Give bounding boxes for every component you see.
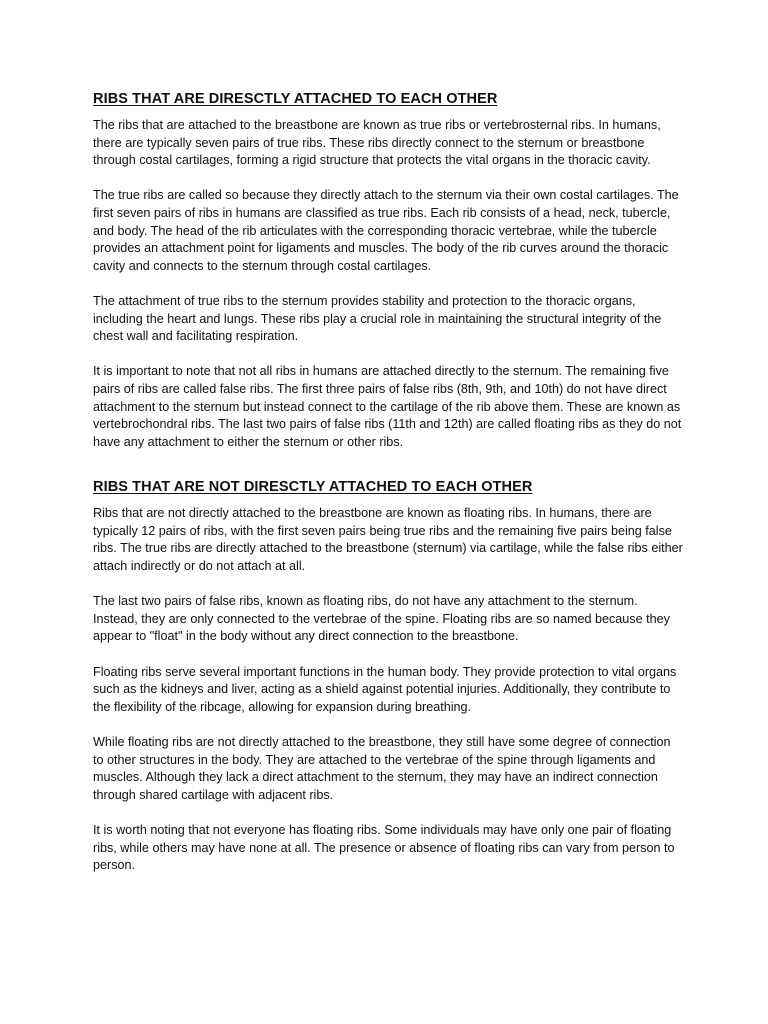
section-attached-ribs xyxy=(93,90,683,451)
section-not-attached-ribs xyxy=(93,478,683,874)
paragraph: The ribs that are attached to the breastbone are known as true ribs or vertebrosternal ribs. In humans, there are typically seven pairs of true ribs. These ribs directly connect to the sternum or breastbone through costal cartilages, forming a rigid structure that protects the vital organs in the thoracic cavity. xyxy=(93,118,661,168)
paragraph: It is important to note that not all ribs in humans are attached directly to the sternum. The remaining five pairs of ribs are called false ribs. The first three pairs of false ribs (8th, 9th, and 10th) do not have direct attachment to the sternum but instead connect to the cartilage of the rib above them. These are known as vertebrochondral ribs. The last two pairs of false ribs (11th and 12th) are called floating ribs as they do not have any attachment to either the sternum or other ribs. xyxy=(93,364,682,449)
paragraph: The attachment of true ribs to the sternum provides stability and protection to the thoracic organs, including the heart and lungs. These ribs play a crucial role in maintaining the structural integrity of the chest wall and facilitating respiration. xyxy=(93,293,662,344)
paragraph: The last two pairs of false ribs, known as floating ribs, do not have any attachment to the sternum. Instead, they are only connected to the vertebrae of the spine. Floating ribs are so named because they appear to "float" in the body without any direct connection to the breastbone. xyxy=(93,594,670,644)
paragraph: The true ribs are called so because they directly attach to the sternum via their own costal cartilages. The first seven pairs of ribs in humans are classified as true ribs. Each rib consists of a head, neck, tubercle, and body. The head of the rib articulates with the corresponding thoracic vertebrae, while the tubercle provides an attachment point for ligaments and muscles. The body of the rib curves around the thoracic cavity and connects to the sternum through costal cartilages. xyxy=(93,188,679,273)
paragraph: Floating ribs serve several important functions in the human body. They provide protection to vital organs such as the kidneys and liver, acting as a shield against potential injuries. Additionally, they contribute to the flexibility of the ribcage, allowing for expansion during breathing. xyxy=(93,664,677,714)
section-heading: RIBS THAT ARE DIRESCTLY ATTACHED TO EACH OTHER xyxy=(93,91,498,107)
paragraph: It is worth noting that not everyone has floating ribs. Some individuals may have only one pair of floating ribs, while others may have none at all. The presence or absence of floating ribs can vary from person to person. xyxy=(93,822,675,873)
document-page xyxy=(93,90,683,875)
section-heading: RIBS THAT ARE NOT DIRESCTLY ATTACHED TO EACH OTHER xyxy=(93,479,533,496)
paragraph: While floating ribs are not directly attached to the breastbone, they still have some degree of connection to other structures in the body. They are attached to the vertebrae of the spine through ligaments and muscles. Although they lack a direct attachment to the sternum, they may have an indirect connection through shared cartilage with adjacent ribs. xyxy=(93,735,671,802)
paragraph: Ribs that are not directly attached to the breastbone are known as floating ribs. In humans, there are typically 12 pairs of ribs, with the first seven pairs being true ribs and the remaining five pairs being false ribs. The true ribs are directly attached to the breastbone (sternum) via cartilage, while the false ribs either attach indirectly or do not attach at all. xyxy=(93,506,683,574)
